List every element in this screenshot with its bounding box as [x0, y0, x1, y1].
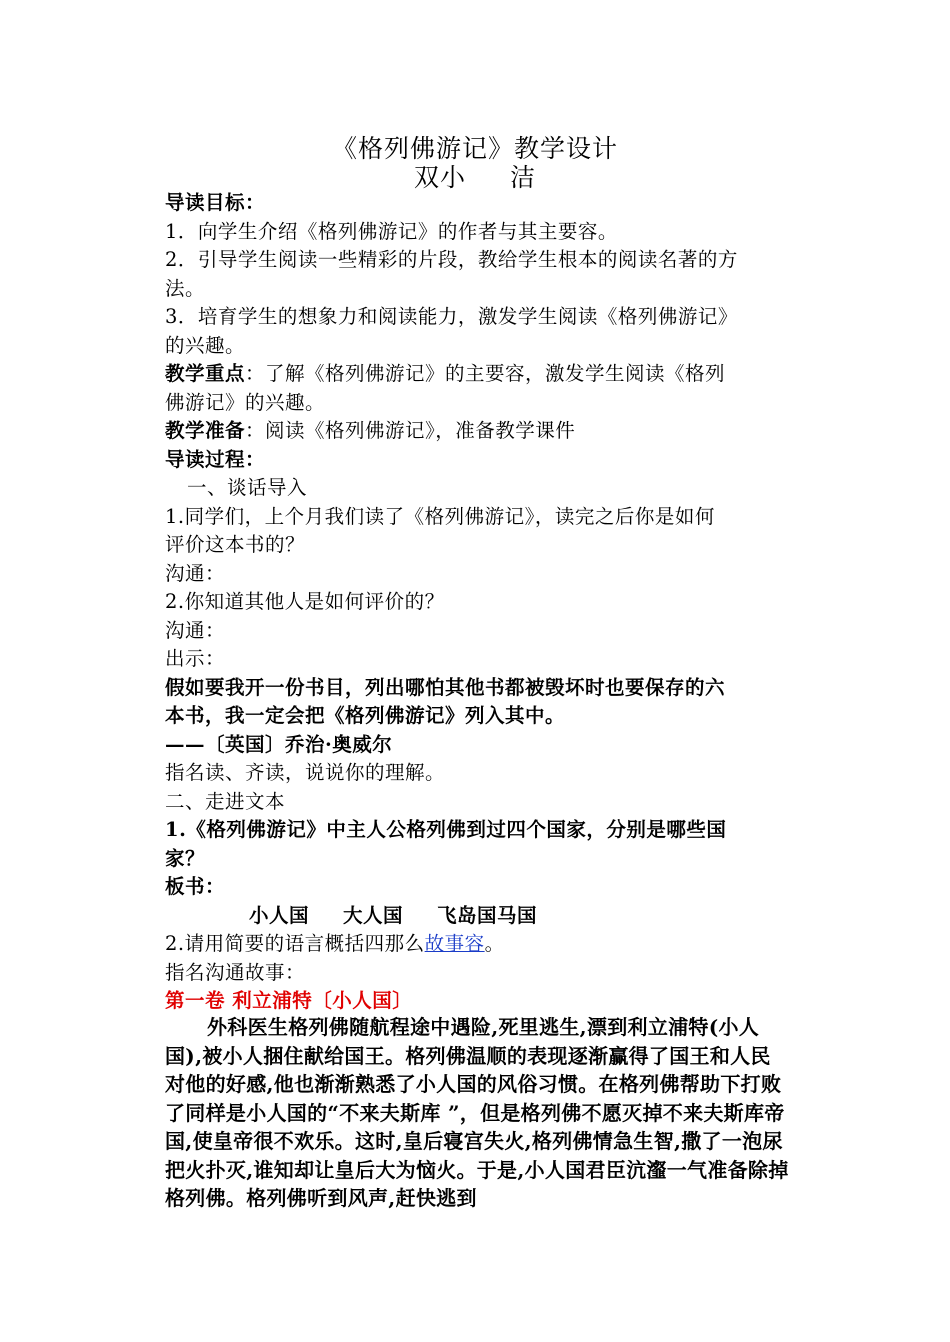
goal-heading: 导读目标： [165, 191, 266, 214]
quote-line-b: 本书，我一定会把《格列佛游记》列入其中。 [165, 704, 566, 727]
key-point-label: 教学重点 [165, 362, 246, 385]
question-4-end: 。 [484, 932, 505, 955]
goal-3-line-b: 的兴趣。 [165, 333, 246, 357]
board-item: 飞岛国马国 [437, 903, 538, 927]
communicate-3: 指名沟通故事： [165, 960, 306, 984]
goal-2-line-b: 法。 [165, 276, 206, 300]
preparation-text: ：阅读《格列佛游记》，准备教学课件 [245, 419, 576, 442]
goal-1: 1．向学生介绍《格列佛游记》的作者与其主要容。 [165, 219, 618, 243]
goal-2-line-a: 2．引导学生阅读一些精彩的片段，教给学生根本的阅读名著的方 [165, 248, 738, 271]
author-name-part1: 双小 [413, 163, 466, 192]
key-point-line-b: 佛游记》的兴趣。 [165, 390, 326, 414]
board-item: 小人国 [249, 903, 310, 927]
author-name-part2: 洁 [510, 163, 537, 192]
show-label: 出示： [165, 647, 226, 670]
preparation-line [165, 417, 787, 446]
section-2-heading: 二、走进文本 [165, 789, 286, 813]
board-items [165, 902, 787, 931]
goal-3-line-a: 3．培育学生的想象力和阅读能力，激发学生阅读《格列佛游记》 [165, 305, 738, 328]
communicate-1: 沟通： [165, 561, 226, 585]
question-4-text: 2.请用简要的语言概括四那么 [165, 932, 425, 955]
question-4 [165, 930, 787, 959]
key-point-line-a [165, 360, 787, 389]
question-2: 2.你知道其他人是如何评价的？ [165, 590, 445, 613]
section-1-heading: 一、谈话导入 [187, 476, 308, 499]
story-paragraph [165, 1013, 791, 1213]
question-1-line-a: 1.同学们，上个月我们读了《格列佛游记》，读完之后你是如何 [165, 504, 715, 528]
process-heading: 导读过程： [165, 447, 266, 471]
key-point-text: ：了解《格列佛游记》的主要容，激发学生阅读《格列 [245, 362, 726, 385]
volume-1-heading: 第一卷 利立浦特〔小人国〕 [165, 989, 413, 1012]
quote-line-a: 假如要我开一份书目，列出哪怕其他书都被毁坏时也要保存的六 [165, 675, 726, 699]
preparation-label: 教学准备 [165, 419, 246, 442]
board-label: 板书： [165, 875, 226, 898]
quote-source: ——〔英国〕乔治·奥威尔 [165, 732, 393, 756]
board-item: 大人国 [343, 903, 404, 927]
question-3-line-a: 1.《格列佛游记》中主人公格列佛到过四个国家，分别是哪些国 [165, 818, 727, 841]
document-body [165, 189, 787, 1016]
question-3-line-b: 家？ [165, 846, 206, 870]
reading-instruction: 指名读、齐读，说说你的理解。 [165, 761, 446, 784]
communicate-2: 沟通： [165, 618, 226, 642]
document-title: 《格列佛游记》教学设计 [331, 134, 618, 163]
question-1-line-b: 评价这本书的？ [165, 533, 306, 556]
story-content-link[interactable]: 故事容 [424, 932, 485, 955]
story-paragraph-text: 外科医生格列佛随航程途中遇险,死里逃生,漂到利立浦特(小人国),被小人捆住献给国王。格列佛温顺的表现逐渐赢得了国王和人民对他的好感,他也渐渐熟悉了小人国的风俗习惯。在格列佛帮助下打败了同样是小人国的“不来夫斯库 ”，但是格列佛不愿灭掉不来夫斯库帝国,使皇帝很不欢乐。这时,皇后寝宫失火,格列佛情急生智,撒了一泡尿把火扑灭,谁知却让皇后大为恼火。于是,小人国君臣沆瀣一气准备除掉格列佛。格列佛听到风声,赶快逃到 [165, 1015, 789, 1210]
